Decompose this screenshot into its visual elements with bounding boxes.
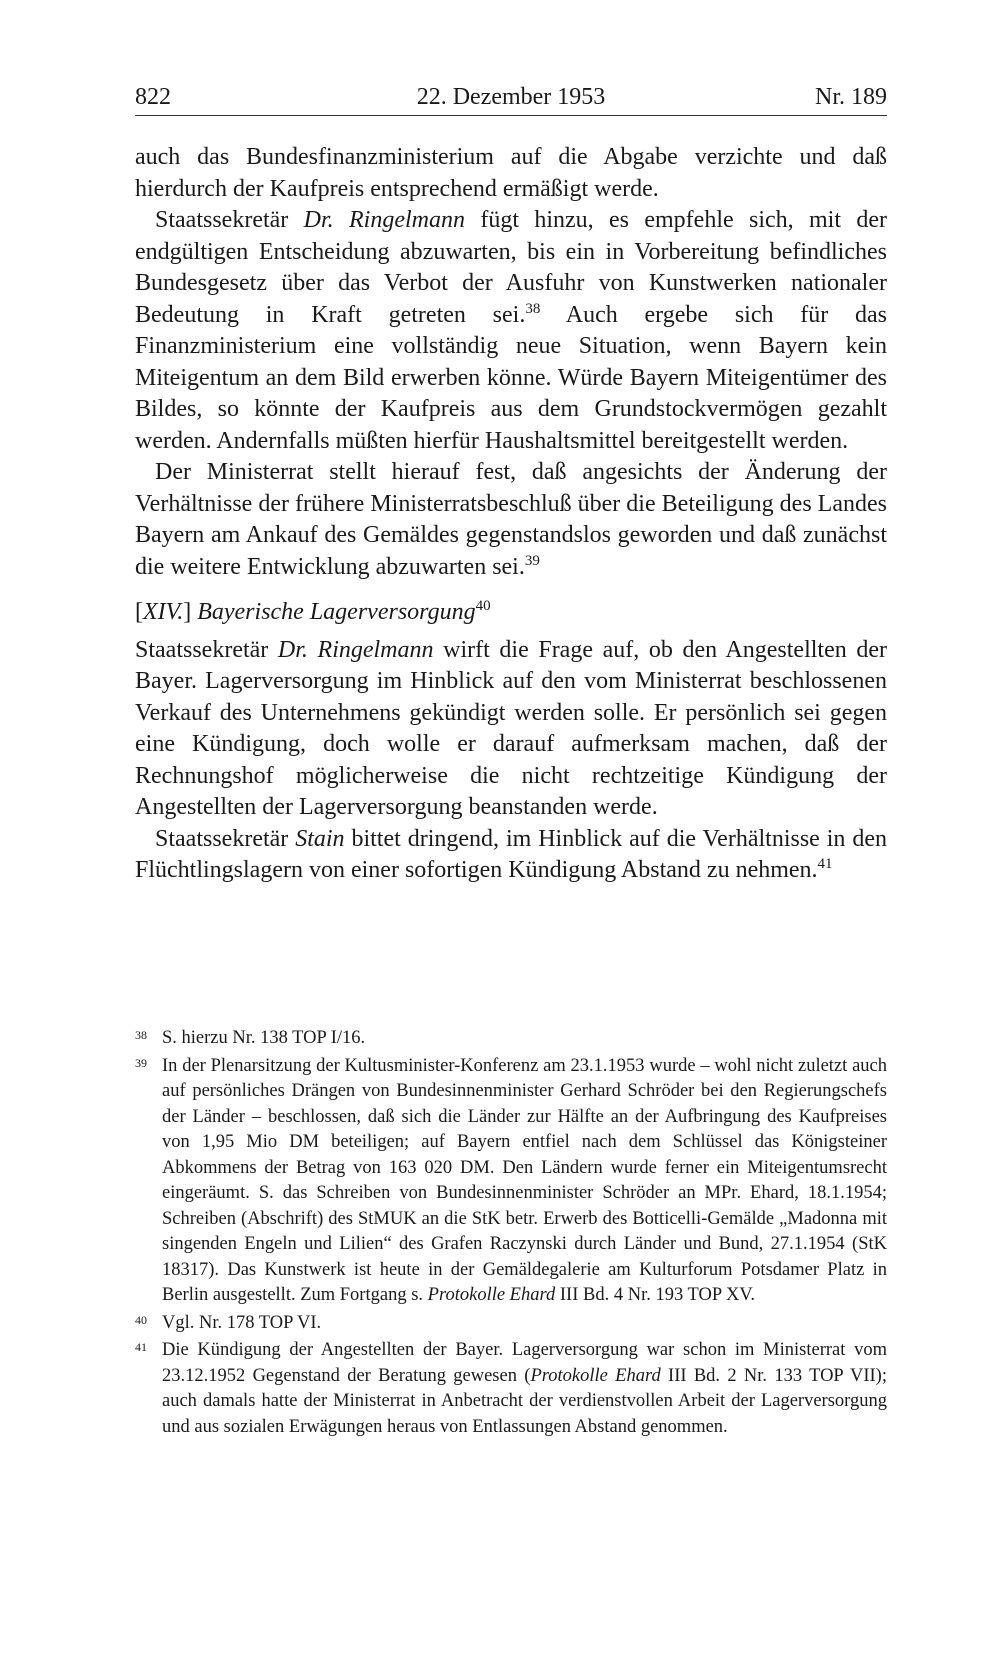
heading-bracket-close: ] [183, 599, 198, 625]
paragraph-3 [135, 457, 887, 583]
paragraph-4 [135, 635, 887, 824]
speaker-name: Stain [295, 825, 345, 852]
paragraph-4-text-b: wirft die Frage auf, ob den Angestellten der Bayer. Lagerversorgung im Hinblick auf den vom Ministerrat beschlossenen Verkauf des Unternehmens gekündigt werden solle. Er persönlich sei gegen eine Kündigung, doch wolle er darauf aufmerksam machen, daß der Rechnungshof möglicherweise die nicht rechtzeitige Kündigung der Angestellten der Lagerversorgung beanstanden werde. [135, 636, 887, 820]
footnote-mark: 41 [135, 1340, 147, 1354]
paragraph-2-text-b: fügt hinzu, es empfehle sich, mit der endgültigen Entscheidung abzuwarten, bis ein in Vorbereitung befindliches Bundesgesetz über das Verbot der Ausfuhr von Kunstwerken nationaler Bedeutung in Kraft getreten sei. [135, 207, 887, 328]
section-number: XIV. [143, 599, 184, 625]
header-date: 22. Dezember 1953 [416, 84, 606, 110]
speaker-name: Dr. Ringelmann [303, 207, 465, 233]
speaker-name: Dr. Ringelmann [277, 636, 434, 663]
footnote-38 [135, 1026, 887, 1052]
paragraph-1 [135, 142, 887, 205]
footnote-text: III Bd. 4 Nr. 193 TOP XV. [555, 1285, 756, 1305]
section-title: Bayerische Lagerversorgung [197, 599, 476, 625]
footnote-text: S. hierzu Nr. 138 TOP I/16. [162, 1028, 366, 1048]
paragraph-5-text-b: bittet dringend, im Hinblick auf die Verhältnisse in den Flüchtlingslagern von einer sofortigen Kündigung Abstand zu nehmen. [135, 825, 887, 883]
footnote-text: III Bd. 2 Nr. 133 TOP VII); auch damals hatte der Ministerrat in Anbetracht der verdienstvollen Arbeit der Lagerversorgung und aus sozialen Erwägungen heraus von Entlassungen Abstand genommen. [162, 1365, 887, 1437]
heading-bracket-open: [ [135, 599, 143, 625]
header-rule [135, 115, 887, 116]
paragraph-2-text-a: Staatssekretär [155, 207, 304, 233]
footnote-mark: 38 [135, 1028, 147, 1042]
paragraph-2-text-c: Auch ergebe sich für das Finanzministerium eine vollständig neue Situation, wenn Bayern kein Miteigentum an dem Bild erwerben könne. Würde Bayern Miteigentümer des Bildes, so könnte der Kaufpreis aus dem Grundstockvermögen gezahlt werden. Andernfalls müßten hierfür Haushaltsmittel bereitgestellt werden. [135, 301, 888, 454]
footnote-reference-title: Protokolle Ehard [427, 1285, 556, 1305]
footnote-ref-38[interactable]: 38 [525, 300, 541, 317]
footnote-mark: 40 [135, 1312, 147, 1327]
footnote-text: In der Plenarsitzung der Kultusminister-Konferenz am 23.1.1953 wurde – wohl nicht zuletzt auch auf persönliches Drängen von Bundesinnenminister Gerhard Schröder bei den Regierungschefs der Länder – beschlossen, daß sich die Länder zur Hälfte an der Aufbringung des Kaufpreises von 1,95 Mio DM beteiligen; auf Bayern entfiel nach dem Schlüssel das Königsteiner Abkommens der Betrag von 163 020 DM. Den Ländern wurde ferner ein Miteigentumsrecht eingeräumt. S. das Schreiben von Bundesinnenminister Schröder an MPr. Ehard, 18.1.1954; Schreiben (Abschrift) des StMUK an die StK betr. Erwerb des Botticelli-Gemälde „Madonna mit singenden Engeln und Lilien“ des Grafen Raczynski durch Länder und Bund, 27.1.1954 (StK 18317). Das Kunstwerk ist heute in der Gemäldegalerie am Kulturforum Potsdamer Platz in Berlin ausgestellt. Zum Fortgang s. [162, 1055, 887, 1305]
paragraph-1-text: auch das Bundesfinanzministerium auf die Abgabe verzichte und daß hierdurch der Kaufpreis entsprechend ermäßigt werde. [135, 144, 887, 202]
footnote-ref-41[interactable]: 41 [817, 856, 833, 872]
issue-number: Nr. 189 [815, 84, 887, 110]
section-heading [135, 597, 887, 629]
footnotes [135, 1026, 887, 1442]
footnote-ref-40[interactable]: 40 [475, 598, 491, 614]
footnote-39 [135, 1054, 887, 1309]
footnote-reference-title: Protokolle Ehard [530, 1365, 661, 1386]
footnote-text: Die Kündigung der Angestellten der Bayer. Lagerversorgung war schon im Ministerrat vom 23.12.1952 Gegenstand der Beratung gewesen ( [162, 1340, 887, 1386]
paragraph-5 [135, 824, 887, 887]
footnote-mark: 39 [135, 1055, 147, 1070]
footnote-ref-39[interactable]: 39 [524, 552, 540, 569]
paragraph-2 [135, 205, 887, 457]
footnote-40 [135, 1311, 887, 1337]
page-number: 822 [135, 84, 171, 110]
footnote-text: Vgl. Nr. 178 TOP VI. [162, 1312, 322, 1333]
paragraph-5-text-a: Staatssekretär [155, 825, 296, 852]
paragraph-4-text-a: Staatssekretär [135, 636, 278, 663]
footnote-41 [135, 1338, 887, 1440]
main-text [135, 142, 887, 887]
paragraph-3-text: Der Ministerrat stellt hierauf fest, daß angesichts der Änderung der Verhältnisse der frühere Ministerratsbeschluß über die Beteiligung des Landes Bayern am Ankauf des Gemäldes gegenstandslos geworden und daß zunächst die weitere Entwicklung abzuwarten sei. [135, 459, 887, 580]
